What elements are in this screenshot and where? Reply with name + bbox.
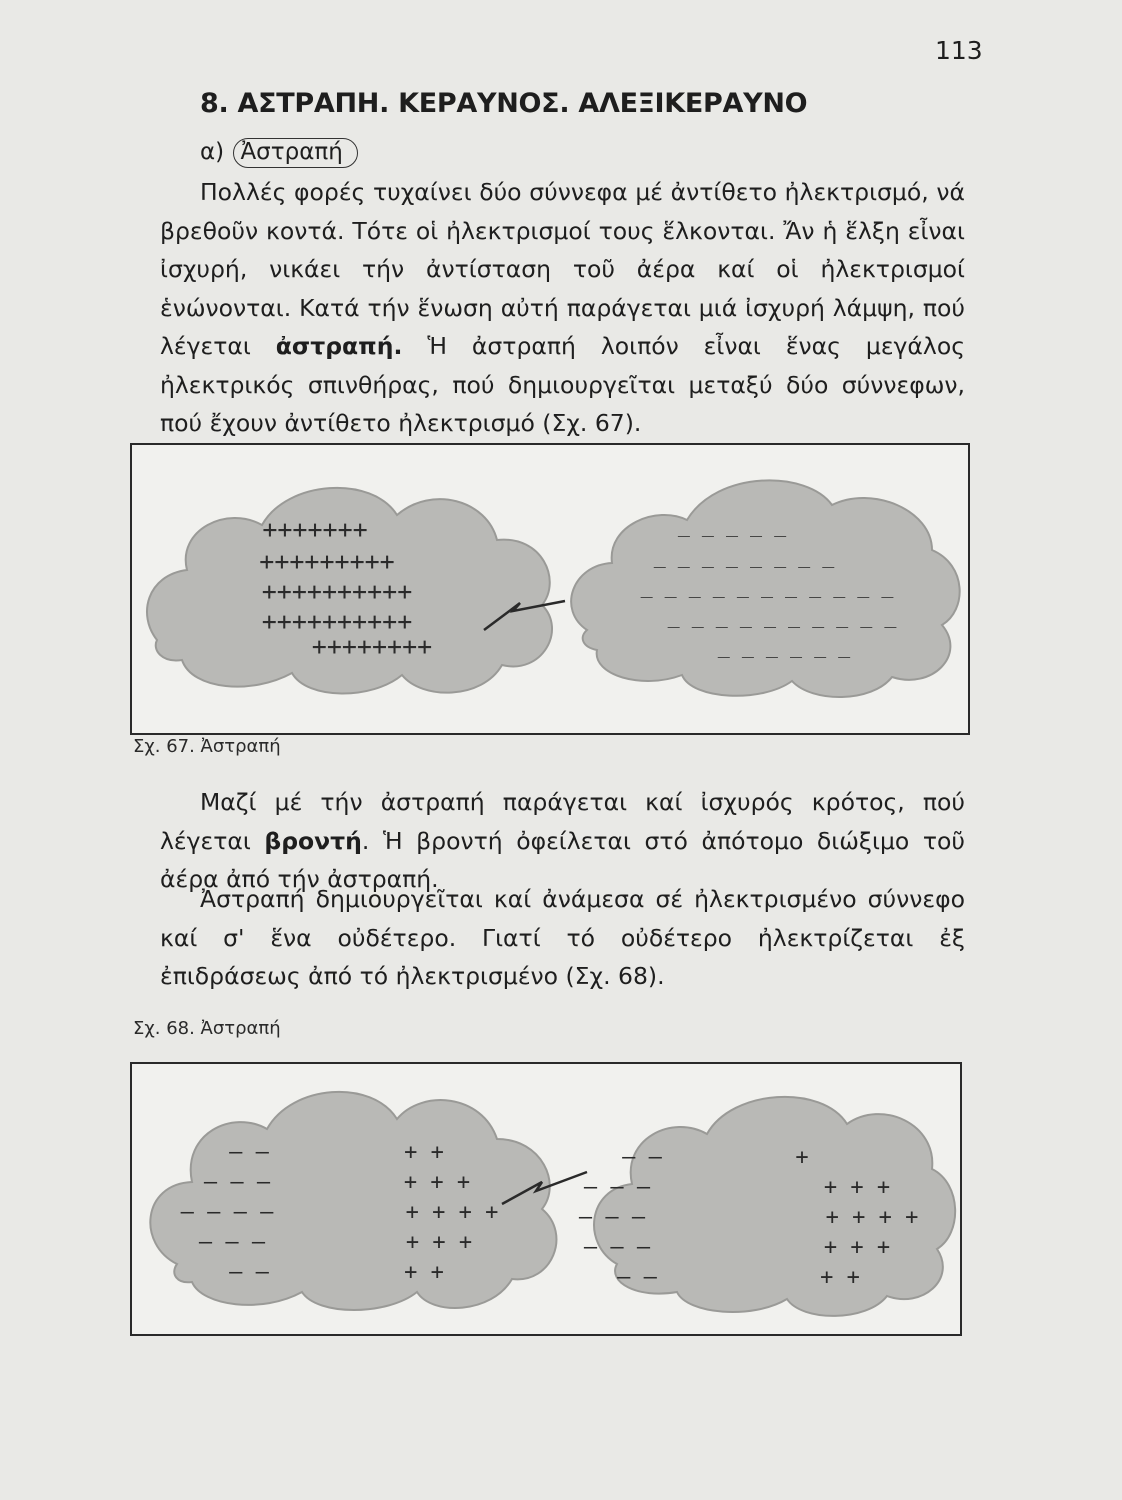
figure-67-drawing — [132, 445, 968, 733]
plus-group: + + + — [403, 1170, 471, 1195]
plus-group: + + + + — [825, 1205, 919, 1230]
plus-group: + + + + — [405, 1200, 499, 1225]
minus-group: – – – — [583, 1235, 651, 1260]
plus-group: + — [795, 1145, 809, 1170]
plus-group: + + — [820, 1265, 860, 1290]
paragraph2-text-a: Μαζί μέ τήν ἀστραπή παράγεται καί ἰσχυρός κρότος, πού λέγεται — [160, 788, 965, 855]
section-title: Ἀστραπή — [233, 138, 357, 168]
plus-group: + + — [404, 1260, 444, 1285]
plus-group: + + — [404, 1140, 444, 1165]
minus-group: – – – – — [180, 1200, 274, 1225]
section-label: α) — [200, 139, 225, 165]
minus-row: _ _ _ _ _ _ — [717, 634, 851, 658]
minus-group: – – – — [203, 1170, 271, 1195]
page-number: 113 — [935, 36, 983, 65]
minus-group: – – — [229, 1140, 269, 1165]
paragraph-induction — [160, 880, 965, 996]
plus-row: ++++++++ — [311, 632, 433, 661]
minus-group: – – – — [198, 1230, 266, 1255]
section-heading — [200, 138, 358, 168]
term-astrapi: ἀστραπή. — [275, 332, 403, 360]
minus-row: _ _ _ _ _ _ _ _ _ _ _ — [640, 574, 894, 598]
minus-group: – – — [622, 1145, 662, 1170]
plus-row: +++++++++ — [259, 547, 395, 576]
plus-group: + + + — [405, 1230, 473, 1255]
figure-68 — [130, 1062, 962, 1336]
chapter-title: 8. ΑΣΤΡΑΠΗ. ΚΕΡΑΥΝΟΣ. ΑΛΕΞΙΚΕΡΑΥΝΟ — [200, 88, 808, 119]
minus-row: _ _ _ _ _ _ _ _ — [653, 544, 835, 568]
minus-group: – – – — [583, 1175, 651, 1200]
plus-row: ++++++++++ — [261, 607, 413, 636]
minus-row: _ _ _ _ _ — [677, 513, 787, 537]
plus-group: + + + — [823, 1235, 891, 1260]
figure-67-caption: Σχ. 67. Ἀστραπή — [133, 736, 281, 757]
figure-68-drawing — [132, 1064, 960, 1334]
paragraph1-text-a: Πολλές φορές τυχαίνει δύο σύννεφα μέ ἀντίθετο ἠλεκτρισμό, νά βρεθοῦν κοντά. Τότε οἱ ἠλεκτρισμοί τους ἕλκονται. Ἄν ἡ ἕλξη εἶναι ἰσχυρή, νικάει τήν ἀντίσταση τοῦ ἀέρα καί οἱ ἠλεκτρισμοί ἑνώνονται. Κατά τήν ἕνωση αὐτή παράγεται μιά ἰσχυρή λάμψη, πού λέγεται — [160, 178, 965, 360]
minus-group: – – — [617, 1265, 657, 1290]
figure-67 — [130, 443, 970, 735]
figure-68-caption: Σχ. 68. Ἀστραπή — [133, 1018, 281, 1039]
paragraph1-text-b: Ἡ ἀστραπή λοιπόν εἶναι ἕνας μεγάλος ἠλεκτρικός σπινθήρας, πού δημιουργεῖται μεταξύ δύο σύννεφων, πού ἔχουν ἀντίθετο ἠλεκτρισμό (Σχ. 67). — [160, 332, 965, 437]
plus-row: +++++++ — [262, 515, 368, 544]
minus-group: – – – — [578, 1205, 646, 1230]
minus-row: _ _ _ _ _ _ _ _ _ _ — [667, 604, 897, 628]
term-vronti: βροντή — [264, 826, 362, 855]
minus-group: – – — [229, 1260, 269, 1285]
plus-row: ++++++++++ — [261, 577, 413, 606]
plus-group: + + + — [823, 1175, 891, 1200]
paragraph3-text: Ἀστραπή δημιουργεῖται καί ἀνάμεσα σέ ἠλεκτρισμένο σύννεφο καί σ' ἕνα οὐδέτερο. Γιατί τό οὐδέτερο ἠλεκτρίζεται ἐξ ἐπιδράσεως ἀπό τό ἠλεκτρισμένο (Σχ. 68). — [160, 885, 965, 990]
paragraph-lightning-definition — [160, 173, 965, 443]
paragraph2-text-b: . Ἡ βροντή ὀφείλεται στό ἀπότομο διώξιμο τοῦ ἀέρα ἀπό τήν ἀστραπή. — [160, 826, 966, 893]
